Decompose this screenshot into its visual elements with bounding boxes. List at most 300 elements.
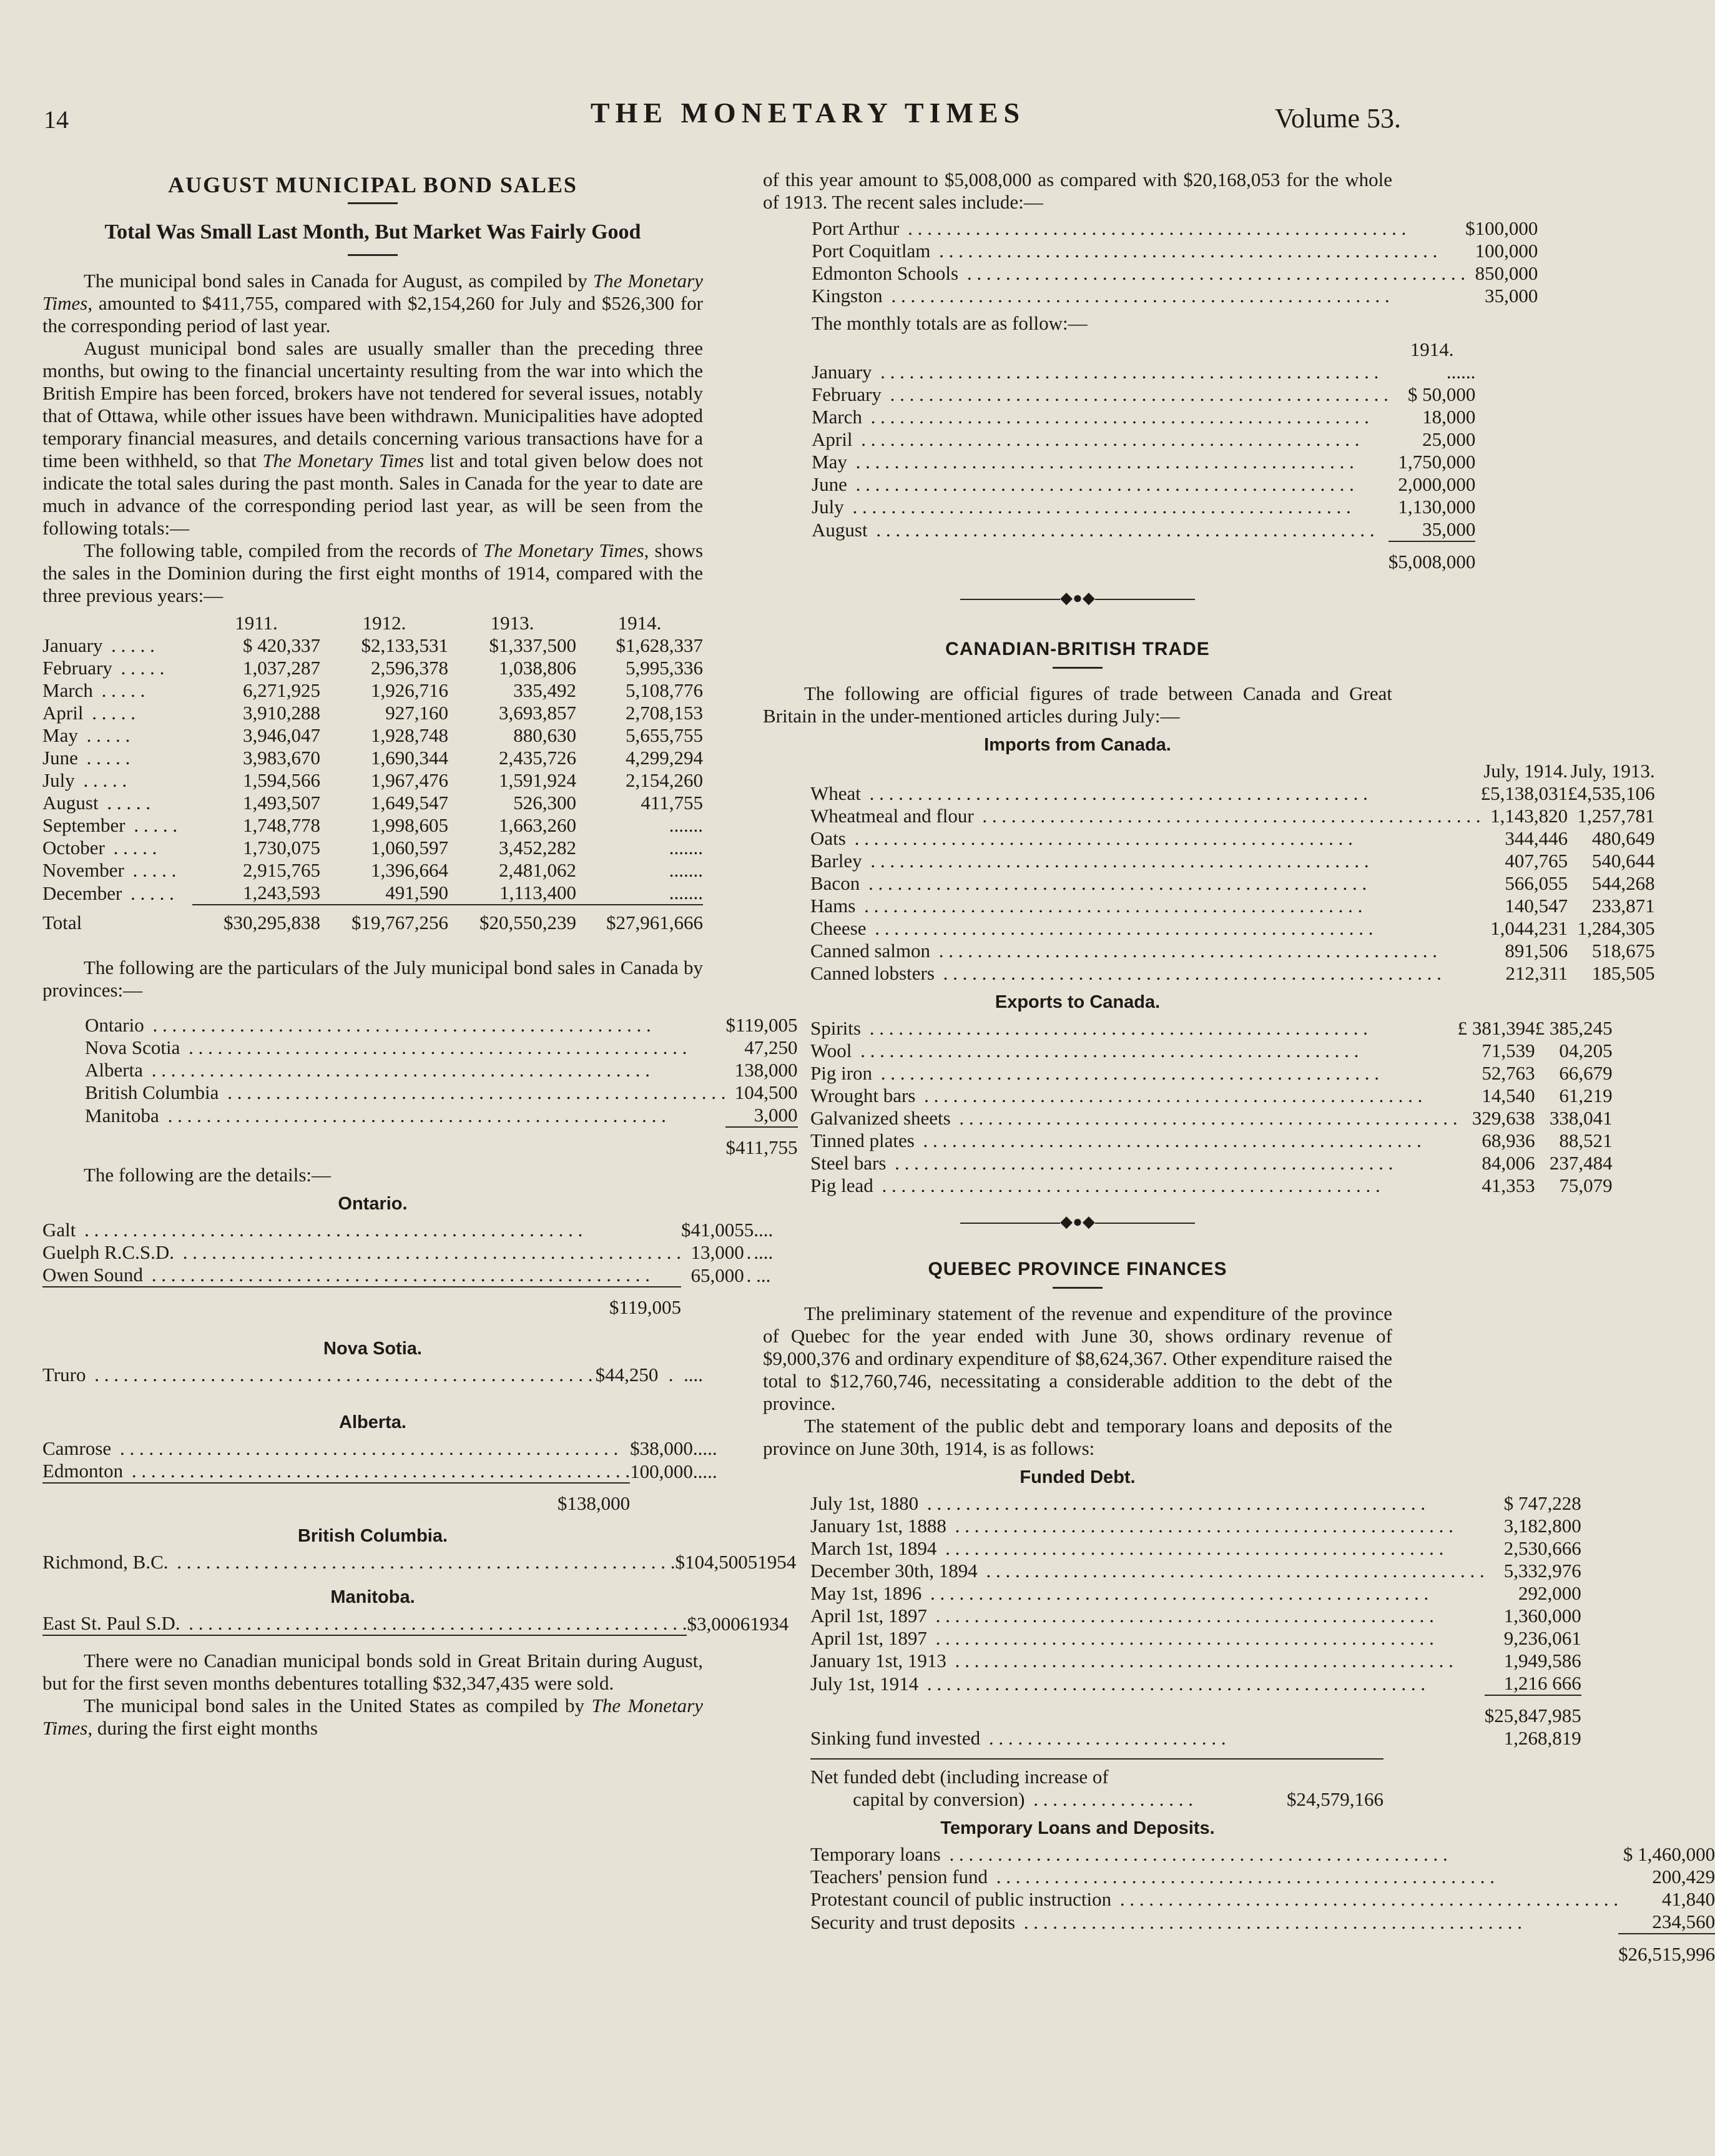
export-row-label-cell: Galvanized sheets . . . . . . . . . . . . . . . . . . . . . . . . . . . . . . . . . . . . . . . . . . . . . . . . . . . . xyxy=(810,1107,1458,1129)
export-row-value: 52,763 xyxy=(1482,1062,1535,1084)
sales-cell: 3,910,288 xyxy=(243,702,320,724)
month-label: May xyxy=(42,724,82,746)
month-cell: October . . . . . xyxy=(42,837,157,859)
sales-cell: 1,748,778 xyxy=(243,814,320,836)
monthly-row xyxy=(812,496,1475,518)
funded-row xyxy=(810,1672,1581,1695)
manitoba-row-value: $3,000 xyxy=(687,1613,740,1635)
alberta-row-value: $38,000 xyxy=(630,1437,693,1459)
export-row-value: 75,079 xyxy=(1559,1174,1613,1196)
right-column xyxy=(763,169,1715,1966)
funded-row-value: 5,332,976 xyxy=(1503,1560,1581,1582)
ontario-row-value: .... xyxy=(754,1241,774,1263)
monthly-year: 1914. xyxy=(1410,338,1454,360)
manitoba-row-value: 6 xyxy=(740,1613,750,1635)
year-header: 1913. xyxy=(490,612,534,634)
funded-row-value: 2,530,666 xyxy=(1503,1537,1581,1559)
recent-sale-row-value: 35,000 xyxy=(1485,285,1538,307)
export-row-label: Pig lead xyxy=(810,1174,877,1196)
province-row xyxy=(85,1081,798,1104)
sales-row xyxy=(42,814,703,837)
paragraph-2: August municipal bond sales are usually smaller than the preceding three months, but owing to the financial uncertainty resulting from the war into which the British Empire has been forced, brokers have not tendered for several issues, notably that of Ottawa, while other issues have been withdrawn. Municipalities have adopted temporary financial measures, and details concerning various transactions have for a time been withheld, so that The Monetary Times list and total given below does not indicate the total sales during the past month. Sales in Canada for the year to date are much in advance of the corresponding period last year, as will be seen from the following totals:— xyxy=(42,337,704,539)
month-cell: May . . . . . xyxy=(42,724,130,746)
monthly-row-label: August xyxy=(812,519,872,541)
import-row-value: £4,535,106 xyxy=(1568,782,1655,804)
export-row-value: 88,521 xyxy=(1559,1130,1613,1151)
import-row xyxy=(810,872,1655,895)
exports-table xyxy=(810,1017,1613,1197)
running-head xyxy=(0,94,1616,137)
monthly-row-label-cell: May . . . . . . . . . . . . . . . . . . . . . . . . . . . . . . . . . . . . . . . . . . . . . . . . . . . . xyxy=(812,451,1354,473)
trade-title: CANADIAN-BRITISH TRADE xyxy=(945,639,1210,659)
export-row-value: 68,936 xyxy=(1482,1130,1535,1151)
manitoba-row xyxy=(42,1612,789,1635)
funded-row xyxy=(810,1650,1581,1672)
sales-cell: 411,755 xyxy=(641,792,703,814)
sales-cell: 3,983,670 xyxy=(243,747,320,769)
import-row-label-cell: Wheat . . . . . . . . . . . . . . . . . . . . . . . . . . . . . . . . . . . . . . . . . . . . . . . . . . . . xyxy=(810,782,1368,804)
sales-cell: 335,492 xyxy=(513,679,576,701)
monthly-row-label: January xyxy=(812,361,875,383)
nova-scotia-table xyxy=(42,1364,703,1386)
sales-row xyxy=(42,657,703,679)
province-row-label-cell: Manitoba . . . . . . . . . . . . . . . . . . . . . . . . . . . . . . . . . . . . . . . . . . . . . . . . . . . . xyxy=(85,1105,666,1126)
import-row-label: Canned salmon xyxy=(810,940,934,962)
total-cell: $30,295,838 xyxy=(192,905,320,934)
alberta-row-value: .... xyxy=(697,1437,717,1459)
net-rule xyxy=(810,1758,1383,1760)
monthly-row-label-cell: February . . . . . . . . . . . . . . . . . . . . . . . . . . . . . . . . . . . . . . . . . . . . . . . . . . . . xyxy=(812,383,1388,405)
article-title: AUGUST MUNICIPAL BOND SALES xyxy=(168,172,577,197)
recent-sale-row-value: 100,000 xyxy=(1475,240,1538,262)
export-row-label-cell: Tinned plates . . . . . . . . . . . . . . . . . . . . . . . . . . . . . . . . . . . . . . . . . . . . . . . . . . . . xyxy=(810,1130,1422,1151)
import-row-label-cell: Barley . . . . . . . . . . . . . . . . . . . . . . . . . . . . . . . . . . . . . . . . . . . . . . . . . . . . xyxy=(810,850,1369,872)
month-label: September xyxy=(42,814,129,836)
recent-sale-row xyxy=(812,217,1538,240)
monthly-row xyxy=(812,518,1475,541)
monthly-row-label-cell: January . . . . . . . . . . . . . . . . . . . . . . . . . . . . . . . . . . . . . . . . . . . . . . . . . . . . xyxy=(812,361,1379,383)
imports-heading: Imports from Canada. xyxy=(984,735,1171,755)
temporary-row xyxy=(810,1888,1715,1911)
month-label: March xyxy=(42,679,97,701)
monthly-row-value: 2,000,000 xyxy=(1398,473,1476,495)
funded-row-label-cell: April 1st, 1897 . . . . . . . . . . . . . . . . . . . . . . . . . . . . . . . . . . . . . . . . . . . . . . . . . . . . xyxy=(810,1605,1434,1627)
sales-cell: $2,133,531 xyxy=(361,634,448,656)
sales-cell: 2,435,726 xyxy=(499,747,576,769)
export-row-label-cell: Spirits . . . . . . . . . . . . . . . . . . . . . . . . . . . . . . . . . . . . . . . . . . . . . . . . . . . . xyxy=(810,1017,1368,1039)
recent-sales-table xyxy=(812,217,1538,307)
sinking-label: Sinking fund invested xyxy=(810,1727,984,1749)
sales-cell: $1,628,337 xyxy=(616,634,703,656)
province-row xyxy=(85,1059,798,1081)
export-row-label: Pig iron xyxy=(810,1062,876,1084)
month-label: June xyxy=(42,747,82,769)
monthly-row-value: 35,000 xyxy=(1422,518,1476,540)
page-number: 14 xyxy=(44,106,69,134)
export-row-value: £ 381,394 xyxy=(1457,1017,1535,1039)
sales-cell: 5,995,336 xyxy=(626,657,703,679)
export-row-label-cell: Wrought bars . . . . . . . . . . . . . . . . . . . . . . . . . . . . . . . . . . . . . . . . . . . . . . . . . . . . xyxy=(810,1085,1423,1106)
temporary-row-value: $ 1,460,000 xyxy=(1623,1843,1715,1865)
funded-row-label-cell: July 1st, 1880 . . . . . . . . . . . . . . . . . . . . . . . . . . . . . . . . . . . . . . . . . . . . . . . . . . . . xyxy=(810,1492,1426,1514)
nova-scotia-row xyxy=(42,1364,703,1386)
export-row-label-cell: Pig iron . . . . . . . . . . . . . . . . . . . . . . . . . . . . . . . . . . . . . . . . . . . . . . . . . . . . xyxy=(810,1062,1380,1084)
temporary-row-label: Security and trust deposits xyxy=(810,1911,1019,1933)
month-cell: November . . . . . xyxy=(42,859,177,881)
temporary-row-label: Temporary loans xyxy=(810,1843,945,1865)
export-row xyxy=(810,1017,1613,1040)
total-cell: $20,550,239 xyxy=(448,905,576,934)
sales-cell: 1,928,748 xyxy=(371,724,448,746)
export-row-value: £ 385,245 xyxy=(1535,1017,1613,1039)
sales-row xyxy=(42,792,703,814)
sales-row xyxy=(42,702,703,724)
export-row xyxy=(810,1040,1613,1062)
export-row-value: 66,679 xyxy=(1559,1062,1613,1084)
sales-cell: 526,300 xyxy=(513,792,576,814)
import-row-value: 540,644 xyxy=(1591,850,1655,872)
provinces-total-row xyxy=(85,1127,798,1159)
trade-rule xyxy=(1053,667,1103,669)
paragraph-3: The following table, compiled from the records of The Monetary Times, shows the sales in the Dominion during the first eight months of 1914, compared with the three previous years:— xyxy=(42,539,704,606)
provinces-table xyxy=(85,1014,798,1159)
recent-sale-row-value: $100,000 xyxy=(1465,217,1538,239)
import-row-value: 518,675 xyxy=(1591,940,1655,962)
alberta-row-value: .... xyxy=(697,1460,717,1482)
month-label: February xyxy=(42,657,116,679)
export-row-value: 14,540 xyxy=(1482,1085,1535,1106)
import-row-value: £5,138,031 xyxy=(1480,782,1568,804)
ontario-table xyxy=(42,1219,773,1319)
ontario-row xyxy=(42,1241,773,1264)
export-row-value: 237,484 xyxy=(1549,1152,1613,1174)
sales-cell: ....... xyxy=(669,814,703,836)
recent-sale-row-value: 850,000 xyxy=(1475,262,1538,284)
month-cell: March . . . . . xyxy=(42,679,145,701)
monthly-row-label-cell: July . . . . . . . . . . . . . . . . . . . . . . . . . . . . . . . . . . . . . . . . . . . . . . . . . . . . xyxy=(812,496,1351,518)
sales-cell: $ 420,337 xyxy=(243,634,320,656)
funded-row-value: $ 747,228 xyxy=(1503,1492,1581,1514)
import-row xyxy=(810,805,1655,827)
import-row-value: 1,044,231 xyxy=(1490,917,1568,939)
temporary-row-value: 234,560 xyxy=(1652,1911,1715,1932)
export-row-value: 04,205 xyxy=(1559,1040,1613,1061)
month-label: July xyxy=(42,769,79,791)
import-row-value: 185,505 xyxy=(1591,962,1655,984)
funded-row-label-cell: April 1st, 1897 . . . . . . . . . . . . . . . . . . . . . . . . . . . . . . . . . . . . . . . . . . . . . . . . . . . . xyxy=(810,1627,1434,1649)
paragraph-6: The municipal bond sales in the United States as compiled by The Monetary Times, during the first eight months xyxy=(42,1695,703,1739)
monthly-row-label: June xyxy=(812,473,851,495)
province-row xyxy=(85,1014,798,1036)
sales-cell: ....... xyxy=(669,882,703,903)
month-cell: June . . . . . xyxy=(42,747,130,769)
sales-cell: 3,693,857 xyxy=(499,702,576,724)
alberta-total: $138,000 xyxy=(42,1483,630,1515)
monthly-row-value: 1,130,000 xyxy=(1398,496,1476,518)
export-row xyxy=(810,1062,1613,1085)
monthly-row-label: May xyxy=(812,451,851,473)
monthly-row-value: 18,000 xyxy=(1422,406,1476,428)
sinking-row: Sinking fund invested . . . . . . . . . . . . . . . . . . . . . . . . . 1,268,819 xyxy=(810,1727,1581,1749)
sales-cell: 1,060,597 xyxy=(371,837,448,859)
year-header: 1911. xyxy=(235,612,278,634)
temporary-total: $26,515,996 xyxy=(1618,1934,1715,1966)
funded-row xyxy=(810,1582,1581,1605)
month-cell: February . . . . . xyxy=(42,657,165,679)
monthly-row xyxy=(812,451,1475,473)
export-row-label-cell: Wool . . . . . . . . . . . . . . . . . . . . . . . . . . . . . . . . . . . . . . . . . . . . . . . . . . . . xyxy=(810,1040,1359,1061)
funded-row xyxy=(810,1515,1581,1537)
recent-sale-row-label: Edmonton Schools xyxy=(812,262,962,284)
monthly-row-value: 1,750,000 xyxy=(1398,451,1476,473)
import-row-value: 1,284,305 xyxy=(1577,917,1655,939)
total-label: Total xyxy=(42,912,82,933)
sales-cell: 1,967,476 xyxy=(371,769,448,791)
sales-table xyxy=(42,612,703,934)
sinking-value: 1,268,819 xyxy=(1503,1727,1581,1749)
sales-cell: 2,915,765 xyxy=(243,859,320,881)
ontario-row-label: Owen Sound xyxy=(42,1264,147,1286)
year-header: 1914. xyxy=(617,612,662,634)
funded-row-value: 1,360,000 xyxy=(1503,1605,1581,1627)
month-cell: September . . . . . xyxy=(42,814,178,836)
net-debt-table: Net funded debt (including increase of capital by conversion) . . . . . . . . . . . . . . . . . $24,579,166 xyxy=(810,1766,1383,1810)
province-row-label: British Columbia xyxy=(85,1081,222,1103)
bc-row-value: $104,500 xyxy=(675,1551,748,1573)
funded-total: $25,847,985 xyxy=(1485,1695,1581,1727)
funded-row-label: May 1st, 1896 xyxy=(810,1582,925,1604)
temporary-row-label-cell: Temporary loans . . . . . . . . . . . . . . . . . . . . . . . . . . . . . . . . . . . . . . . . . . . . . . . . . . . . xyxy=(810,1843,1448,1865)
funded-row-label: April 1st, 1897 xyxy=(810,1605,931,1627)
paragraph-4: The following are the particulars of the July municipal bond sales in Canada by provinces:— xyxy=(42,957,703,1001)
province-row xyxy=(85,1036,798,1059)
import-row-label-cell: Canned lobsters . . . . . . . . . . . . . . . . . . . . . . . . . . . . . . . . . . . . . . . . . . . . . . . . . . . . xyxy=(810,962,1442,984)
province-row-label: Nova Scotia xyxy=(85,1036,184,1058)
sales-cell: 1,926,716 xyxy=(371,679,448,701)
temporary-table xyxy=(810,1843,1715,1966)
bc-row-value: 1954 xyxy=(757,1551,797,1573)
export-row xyxy=(810,1174,1613,1197)
journal-title: THE MONETARY TIMES xyxy=(590,97,1026,129)
details-intro: The following are the details:— xyxy=(84,1164,331,1186)
alberta-row-label-cell: Edmonton . . . . . . . . . . . . . . . . . . . . . . . . . . . . . . . . . . . . . . . . . . . . . . . . . . . . xyxy=(42,1460,631,1482)
import-row-label-cell: Oats . . . . . . . . . . . . . . . . . . . . . . . . . . . . . . . . . . . . . . . . . . . . . . . . . . . . xyxy=(810,827,1353,849)
quebec-paragraph-1: The preliminary statement of the revenue and expenditure of the province of Quebec for the year ended with June 30, shows ordinary revenue of $9,000,376 and ordinary expenditure of $8,624,367. Other expenditure raised the total to $12,760,746, necessitating a considerable addition to the debt of the province. xyxy=(763,1302,1392,1414)
volume-label: Volume 53. xyxy=(1274,103,1401,134)
province-row-label-cell: Alberta . . . . . . . . . . . . . . . . . . . . . . . . . . . . . . . . . . . . . . . . . . . . . . . . . . . . xyxy=(85,1059,650,1081)
import-row-value: 1,143,820 xyxy=(1490,805,1568,827)
sales-cell: ....... xyxy=(669,859,703,881)
monthly-row xyxy=(812,473,1475,496)
alberta-heading: Alberta. xyxy=(339,1412,406,1432)
bc-row-label-cell: Richmond, B.C. . . . . . . . . . . . . . . . . . . . . . . . . . . . . . . . . . . . . . . . . . . . . . . . . . . . . xyxy=(42,1551,676,1573)
nova-scotia-row-value: $44,250 xyxy=(595,1364,659,1386)
funded-row xyxy=(810,1605,1581,1627)
quebec-paragraph-2: The statement of the public debt and temporary loans and deposits of the province on June 30th, 1914, is as follows: xyxy=(763,1415,1392,1459)
recent-sale-row-label: Kingston xyxy=(812,285,887,307)
paragraph-1: The municipal bond sales in Canada for August, as compiled by The Monetary Times, amounted to $411,755, compared with $2,154,260 for July and $526,300 for the corresponding period of last year. xyxy=(42,270,703,337)
sales-cell: 1,396,664 xyxy=(371,859,448,881)
ontario-total: $119,005 xyxy=(42,1287,681,1319)
import-row-label: Barley xyxy=(810,850,866,872)
alberta-row-value: . xyxy=(692,1460,698,1482)
province-row-value: 3,000 xyxy=(754,1104,798,1126)
monthly-intro: The monthly totals are as follow:— xyxy=(812,312,1088,334)
recent-sale-row-label-cell: Kingston . . . . . . . . . . . . . . . . . . . . . . . . . . . . . . . . . . . . . . . . . . . . . . . . . . . . xyxy=(812,285,1390,307)
recent-sale-row-label-cell: Port Coquitlam . . . . . . . . . . . . . . . . . . . . . . . . . . . . . . . . . . . . . . . . . . . . . . . . . . . . xyxy=(812,240,1438,262)
funded-row-value: 9,236,061 xyxy=(1503,1627,1581,1649)
monthly-row-label-cell: June . . . . . . . . . . . . . . . . . . . . . . . . . . . . . . . . . . . . . . . . . . . . . . . . . . . . xyxy=(812,473,1354,495)
ontario-row-value: .... xyxy=(754,1219,774,1241)
export-row-label: Wool xyxy=(810,1040,855,1061)
import-row xyxy=(810,962,1655,985)
import-row xyxy=(810,917,1655,940)
import-row-label-cell: Wheatmeal and flour . . . . . . . . . . . . . . . . . . . . . . . . . . . . . . . . . . . . . . . . . . . . . . . . . . . . xyxy=(810,805,1481,827)
monthly-row xyxy=(812,383,1475,406)
left-column xyxy=(42,169,798,1740)
ontario-row-value: ... xyxy=(756,1264,771,1286)
sales-cell: 1,663,260 xyxy=(499,814,576,836)
bc-row-label: Richmond, B.C. xyxy=(42,1551,172,1573)
imports-col-1914: July, 1914. xyxy=(1483,760,1568,782)
ontario-row-value: $41,005 xyxy=(681,1219,744,1241)
province-row-label-cell: British Columbia . . . . . . . . . . . . . . . . . . . . . . . . . . . . . . . . . . . . . . . . . . . . . . . . . . . . xyxy=(85,1081,726,1103)
sales-row xyxy=(42,882,703,905)
sales-cell: 1,037,287 xyxy=(243,657,320,679)
province-row xyxy=(85,1104,798,1127)
ontario-row-value: . xyxy=(746,1264,752,1286)
funded-row-label-cell: July 1st, 1914 . . . . . . . . . . . . . . . . . . . . . . . . . . . . . . . . . . . . . . . . . . . . . . . . . . . . xyxy=(810,1673,1426,1695)
export-row-label: Wrought bars xyxy=(810,1085,919,1106)
sales-header-row xyxy=(42,612,703,634)
sales-cell: 1,113,400 xyxy=(499,882,576,903)
sales-cell: 1,243,593 xyxy=(243,882,320,903)
import-row-value: 891,506 xyxy=(1505,940,1568,962)
sales-cell: 2,596,378 xyxy=(371,657,448,679)
monthly-row-label-cell: August . . . . . . . . . . . . . . . . . . . . . . . . . . . . . . . . . . . . . . . . . . . . . . . . . . . . xyxy=(812,519,1375,541)
funded-row-label-cell: January 1st, 1888 . . . . . . . . . . . . . . . . . . . . . . . . . . . . . . . . . . . . . . . . . . . . . . . . . . . . xyxy=(810,1515,1453,1537)
sales-cell: 3,946,047 xyxy=(243,724,320,746)
monthly-row-label: March xyxy=(812,406,866,428)
province-row-value: 47,250 xyxy=(744,1036,798,1058)
import-row-value: 407,765 xyxy=(1505,850,1568,872)
funded-row-label: January 1st, 1913 xyxy=(810,1650,950,1671)
export-row xyxy=(810,1085,1613,1107)
month-cell: January . . . . . xyxy=(42,634,155,656)
sales-cell: 491,590 xyxy=(385,882,448,903)
alberta-row-label: Edmonton xyxy=(42,1460,127,1482)
manitoba-row-value: 1934 xyxy=(750,1613,789,1635)
export-row-label: Spirits xyxy=(810,1017,865,1039)
paragraph-5: There were no Canadian municipal bonds sold in Great Britain during August, but for the first seven months debentures totalling $32,347,435 were sold. xyxy=(42,1650,703,1694)
import-row-value: 233,871 xyxy=(1591,895,1655,917)
ontario-row-label: Galt xyxy=(42,1219,79,1241)
monthly-row-value: $ 50,000 xyxy=(1407,383,1476,405)
funded-row-value: 1,216 666 xyxy=(1503,1672,1581,1694)
temporary-row xyxy=(810,1843,1715,1866)
export-row-label: Galvanized sheets xyxy=(810,1107,955,1129)
province-row-value: 104,500 xyxy=(734,1081,798,1103)
province-row-label: Ontario xyxy=(85,1014,148,1036)
month-cell: August . . . . . xyxy=(42,792,151,814)
export-row xyxy=(810,1107,1613,1130)
manitoba-row-label-cell: East St. Paul S.D. . . . . . . . . . . . . . . . . . . . . . . . . . . . . . . . . . . . . . . . . . . . . . . . . . . . . xyxy=(42,1612,687,1634)
funded-row xyxy=(810,1492,1581,1515)
import-row-value: 212,311 xyxy=(1505,962,1568,984)
funded-row-label-cell: May 1st, 1896 . . . . . . . . . . . . . . . . . . . . . . . . . . . . . . . . . . . . . . . . . . . . . . . . . . . . xyxy=(810,1582,1429,1604)
funded-row-label: April 1st, 1897 xyxy=(810,1627,931,1649)
manitoba-table xyxy=(42,1612,789,1640)
ontario-heading: Ontario. xyxy=(338,1194,408,1214)
sales-cell: 1,493,507 xyxy=(243,792,320,814)
import-row-label: Hams xyxy=(810,895,859,917)
import-row-label-cell: Cheese . . . . . . . . . . . . . . . . . . . . . . . . . . . . . . . . . . . . . . . . . . . . . . . . . . . . xyxy=(810,917,1373,939)
temporary-row-value: 200,429 xyxy=(1652,1866,1715,1888)
sales-cell: 1,690,344 xyxy=(371,747,448,769)
sales-cell: 2,708,153 xyxy=(626,702,703,724)
quebec-rule xyxy=(1053,1287,1103,1289)
bc-table xyxy=(42,1551,796,1573)
funded-row-label: July 1st, 1914 xyxy=(810,1673,922,1695)
import-row xyxy=(810,827,1655,850)
import-row-label: Wheatmeal and flour xyxy=(810,805,978,827)
year-header: 1912. xyxy=(362,612,406,634)
sales-cell: 5,108,776 xyxy=(626,679,703,701)
funded-row-label-cell: December 30th, 1894 . . . . . . . . . . . . . . . . . . . . . . . . . . . . . . . . . . . . . . . . . . . . . . . . . . . . xyxy=(810,1560,1485,1582)
recent-sale-row-label: Port Arthur xyxy=(812,217,903,239)
export-row-value: 61,219 xyxy=(1559,1085,1613,1106)
alberta-row xyxy=(42,1437,717,1460)
export-row xyxy=(810,1130,1613,1152)
export-row-label: Steel bars xyxy=(810,1152,890,1174)
export-row-value: 329,638 xyxy=(1472,1107,1535,1129)
month-cell: April . . . . . xyxy=(42,702,135,724)
imports-table xyxy=(810,760,1655,985)
monthly-row-label: April xyxy=(812,428,856,450)
nova-scotia-row-value: .... xyxy=(684,1364,703,1386)
export-row-value: 338,041 xyxy=(1549,1107,1613,1129)
funded-row-value: 1,949,586 xyxy=(1503,1650,1581,1671)
temporary-row xyxy=(810,1911,1715,1934)
total-cell: $19,767,256 xyxy=(320,905,448,934)
imports-col-1913: July, 1913. xyxy=(1570,760,1655,782)
ontario-row-value: 65,000 xyxy=(690,1264,744,1286)
temporary-row-label: Protestant council of public instruction xyxy=(810,1888,1115,1910)
temporary-heading: Temporary Loans and Deposits. xyxy=(940,1818,1215,1838)
alberta-row-value: 100,000 xyxy=(630,1460,693,1482)
month-label: January xyxy=(42,634,106,656)
import-row-label: Wheat xyxy=(810,782,865,804)
sales-total-row xyxy=(42,905,703,934)
import-row xyxy=(810,895,1655,917)
manitoba-row-label: East St. Paul S.D. xyxy=(42,1612,184,1634)
ontario-row-value: . xyxy=(746,1241,752,1263)
monthly-row-label-cell: April . . . . . . . . . . . . . . . . . . . . . . . . . . . . . . . . . . . . . . . . . . . . . . . . . . . . xyxy=(812,428,1360,450)
ontario-row-label-cell: Guelph R.C.S.D. . . . . . . . . . . . . . . . . . . . . . . . . . . . . . . . . . . . . . . . . . . . . . . . . . . . . xyxy=(42,1241,681,1263)
trade-intro: The following are official figures of trade between Canada and Great Britain in the under-mentioned articles during July:— xyxy=(763,682,1392,727)
nova-scotia-row-label-cell: Truro . . . . . . . . . . . . . . . . . . . . . . . . . . . . . . . . . . . . . . . . . . . . . . . . . . . . xyxy=(42,1364,593,1386)
import-row-label-cell: Hams . . . . . . . . . . . . . . . . . . . . . . . . . . . . . . . . . . . . . . . . . . . . . . . . . . . . xyxy=(810,895,1363,917)
export-row-label-cell: Pig lead . . . . . . . . . . . . . . . . . . . . . . . . . . . . . . . . . . . . . . . . . . . . . . . . . . . . xyxy=(810,1174,1380,1196)
import-row-value: 1,257,781 xyxy=(1577,805,1655,827)
month-label: November xyxy=(42,859,128,881)
nova-scotia-row-value: . xyxy=(668,1364,674,1386)
sales-row xyxy=(42,747,703,769)
funded-debt-table xyxy=(810,1492,1581,1750)
nova-scotia-heading: Nova Sotia. xyxy=(323,1339,422,1359)
import-row xyxy=(810,850,1655,872)
sales-row xyxy=(42,859,703,882)
